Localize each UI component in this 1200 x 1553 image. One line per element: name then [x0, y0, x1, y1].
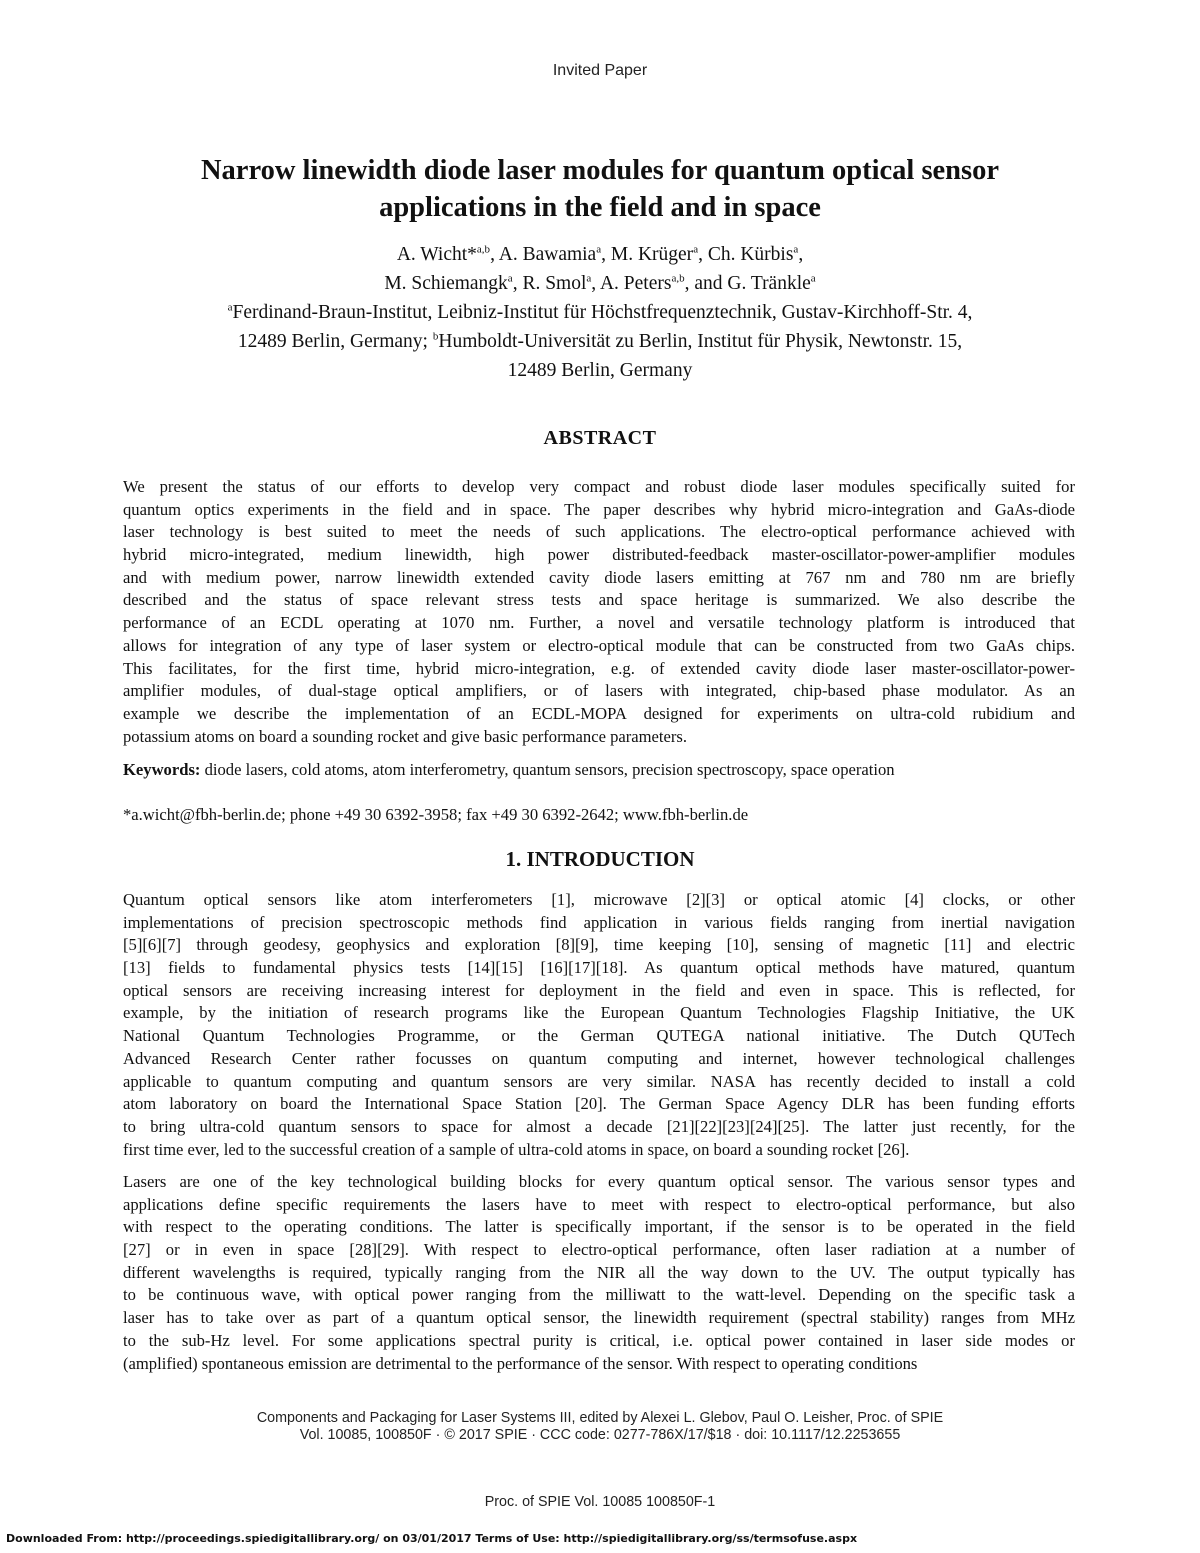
keywords-text: diode lasers, cold atoms, atom interferometry, quantum sensors, precision spectroscopy, space operation	[200, 760, 895, 779]
abstract-heading: ABSTRACT	[543, 427, 657, 449]
footer-line: Vol. 10085, 100850F · © 2017 SPIE · CCC code: 0277-786X/17/$18 · doi: 10.1117/12.2253655	[299, 1427, 901, 1443]
text-line: quantum optics experiments in the field and in space. The paper describes why hybrid micro-integration and GaAs-diode	[123, 499, 1075, 519]
author-separator: ,	[798, 244, 804, 265]
authors-line-2	[0, 269, 1200, 298]
text-line: applicable to quantum computing and quantum sensors are very similar. NASA has recently decided to install a cold	[123, 1071, 1075, 1091]
intro-paragraph-1	[123, 889, 1075, 1161]
author-affil-sup: a	[507, 272, 513, 285]
author-affil-sup: a,b	[476, 243, 491, 256]
text-line: amplifier modules, of dual-stage optical amplifiers, or of lasers with integrated, chip-based phase modulator. As an	[123, 681, 1075, 701]
affil-sup: b	[432, 330, 439, 343]
text-line: to be continuous wave, with optical power ranging from the milliwatt to the watt-level. Depending on the specific task a	[123, 1285, 1075, 1305]
text-line: optical sensors are receiving increasing interest for deployment in the field and even in space. This is reflected, for	[123, 980, 1075, 1000]
author-name: , R. Smol	[512, 273, 587, 294]
keywords-line	[123, 759, 1075, 782]
download-notice: Downloaded From: http://proceedings.spiedigitallibrary.org/ on 03/01/2017 Terms of Use: http://spiedigitallibrary.org/ss/termsofuse.aspx	[6, 1532, 858, 1545]
intro-paragraph-2	[123, 1171, 1075, 1375]
text-line: This facilitates, for the first time, hybrid micro-integration, e.g. of extended cavity diode laser master-oscillator-power-	[123, 658, 1075, 678]
text-line: [27] or in even in space [28][29]. With respect to electro-optical performance, often laser radiation at a number of	[123, 1240, 1075, 1260]
text-line: hybrid micro-integrated, medium linewidth, high power distributed-feedback master-oscillator-power-amplifier modules	[123, 545, 1075, 565]
text-line: Quantum optical sensors like atom interferometers [1], microwave [2][3] or optical atomic [4] clocks, or other	[123, 890, 1075, 909]
text-line: to bring ultra-cold quantum sensors to space for almost a decade [21][22][23][24][25]. The latter just recently, for the	[123, 1116, 1075, 1136]
author-name: A. Wicht*	[396, 244, 477, 265]
author-block	[0, 240, 1200, 385]
author-affil-sup: a	[793, 243, 799, 256]
author-name: , Ch. Kürbis	[698, 244, 794, 265]
text-line: to the sub-Hz level. For some applications spectral purity is critical, i.e. optical power contained in laser side modes or	[123, 1330, 1075, 1350]
author-name: , A. Peters	[591, 273, 672, 294]
text-line: applications define specific requirements the lasers have to meet with respect to electro-optical performance, but also	[123, 1194, 1075, 1214]
title-line: applications in the field and in space	[379, 192, 821, 223]
page-number: Proc. of SPIE Vol. 10085 100850F-1	[484, 1494, 716, 1510]
text-line: performance of an ECDL operating at 1070 nm. Further, a novel and versatile technology platform is introduced that	[123, 613, 1075, 633]
text-line: described and the status of space relevant stress tests and space heritage is summarized. We also describe the	[123, 590, 1075, 610]
title-line: Narrow linewidth diode laser modules for quantum optical sensor	[200, 155, 1000, 186]
text-line: potassium atoms on board a sounding rocket and give basic performance parameters.	[123, 726, 688, 746]
text-line: [13] fields to fundamental physics tests [14][15] [16][17][18]. As quantum optical methods have matured, quantum	[123, 958, 1075, 978]
text-line: atom laboratory on board the International Space Station [20]. The German Space Agency DLR has been funding efforts	[123, 1094, 1075, 1114]
affiliation-line-3: 12489 Berlin, Germany	[507, 360, 693, 381]
text-line: [5][6][7] through geodesy, geophysics and exploration [8][9], time keeping [10], sensing of magnetic [11] and electric	[123, 935, 1075, 955]
keywords-label: Keywords:	[123, 760, 201, 779]
affiliation-b: Humboldt-Universität zu Berlin, Institut für Physik, Newtonstr. 15,	[438, 331, 963, 352]
affiliation-a-city: 12489 Berlin, Germany;	[237, 331, 433, 352]
footer-line: Components and Packaging for Laser Systems III, edited by Alexei L. Glebov, Paul O. Leisher, Proc. of SPIE	[256, 1410, 944, 1426]
text-line: example, by the initiation of research programs like the European Quantum Technologies Flagship Initiative, the UK	[123, 1003, 1075, 1023]
author-affil-sup: a	[810, 272, 816, 285]
authors-line-1	[0, 240, 1200, 269]
text-line: implementations of precision spectroscopic methods find application in various fields ranging from inertial navigation	[123, 912, 1075, 932]
affiliation-line-2	[0, 327, 1200, 356]
paper-title	[0, 152, 1200, 226]
author-affil-sup: a	[586, 272, 592, 285]
text-line: National Quantum Technologies Programme, or the German QUTEGA national initiative. The Dutch QUTech	[123, 1026, 1075, 1046]
affiliation-a: Ferdinand-Braun-Institut, Leibniz-Institut für Höchstfrequenztechnik, Gustav-Kirchhoff-Str. 4,	[232, 302, 973, 323]
abstract-body	[123, 476, 1075, 748]
text-line: Advanced Research Center rather focusses on quantum computing and internet, however technological challenges	[123, 1048, 1075, 1068]
author-name: , A. Bawamia	[490, 244, 597, 265]
proceedings-footer	[0, 1410, 1200, 1444]
text-line: allows for integration of any type of laser system or electro-optical module that can be constructed from two GaAs chips.	[123, 635, 1075, 655]
text-line: We present the status of our efforts to develop very compact and robust diode laser modules specifically suited for	[123, 477, 1075, 496]
author-affil-sup: a,b	[671, 272, 685, 285]
author-name: M. Schiemangk	[384, 273, 508, 294]
text-line: and with medium power, narrow linewidth extended cavity diode lasers emitting at 767 nm and 780 nm are briefly	[123, 567, 1075, 587]
text-line: different wavelengths is required, typically ranging from the NIR all the way down to the UV. The output typically has	[123, 1262, 1075, 1282]
text-line: first time ever, led to the successful creation of a sample of ultra-cold atoms in space, on board a sounding rocket [26].	[123, 1139, 910, 1159]
author-affil-sup: a	[596, 243, 602, 256]
text-line: laser has to take over as part of a quantum optical sensor, the linewidth requirement (spectral stability) ranges from MHz	[123, 1308, 1075, 1328]
text-line: laser technology is best suited to meet the needs of such applications. The electro-optical performance achieved with	[123, 522, 1075, 542]
affiliation-line-1	[0, 298, 1200, 327]
author-affil-sup: a	[693, 243, 699, 256]
text-line: (amplified) spontaneous emission are detrimental to the performance of the sensor. With respect to operating conditions	[123, 1353, 918, 1373]
text-line: with respect to the operating conditions. The latter is specifically important, if the sensor is to be operated in the field	[123, 1217, 1075, 1237]
invited-paper-header: Invited Paper	[552, 62, 648, 79]
author-name: , M. Krüger	[601, 244, 694, 265]
introduction-heading: 1. INTRODUCTION	[505, 847, 695, 871]
text-line: example we describe the implementation of an ECDL-MOPA designed for experiments on ultra-cold rubidium and	[123, 703, 1075, 723]
author-name: , and G. Tränkle	[684, 273, 811, 294]
contact-line: *a.wicht@fbh-berlin.de; phone +49 30 6392-3958; fax +49 30 6392-2642; www.fbh-berlin.de	[123, 805, 749, 824]
text-line: Lasers are one of the key technological building blocks for every quantum optical sensor. The various sensor types and	[123, 1172, 1075, 1191]
affil-sup: a	[227, 301, 233, 314]
